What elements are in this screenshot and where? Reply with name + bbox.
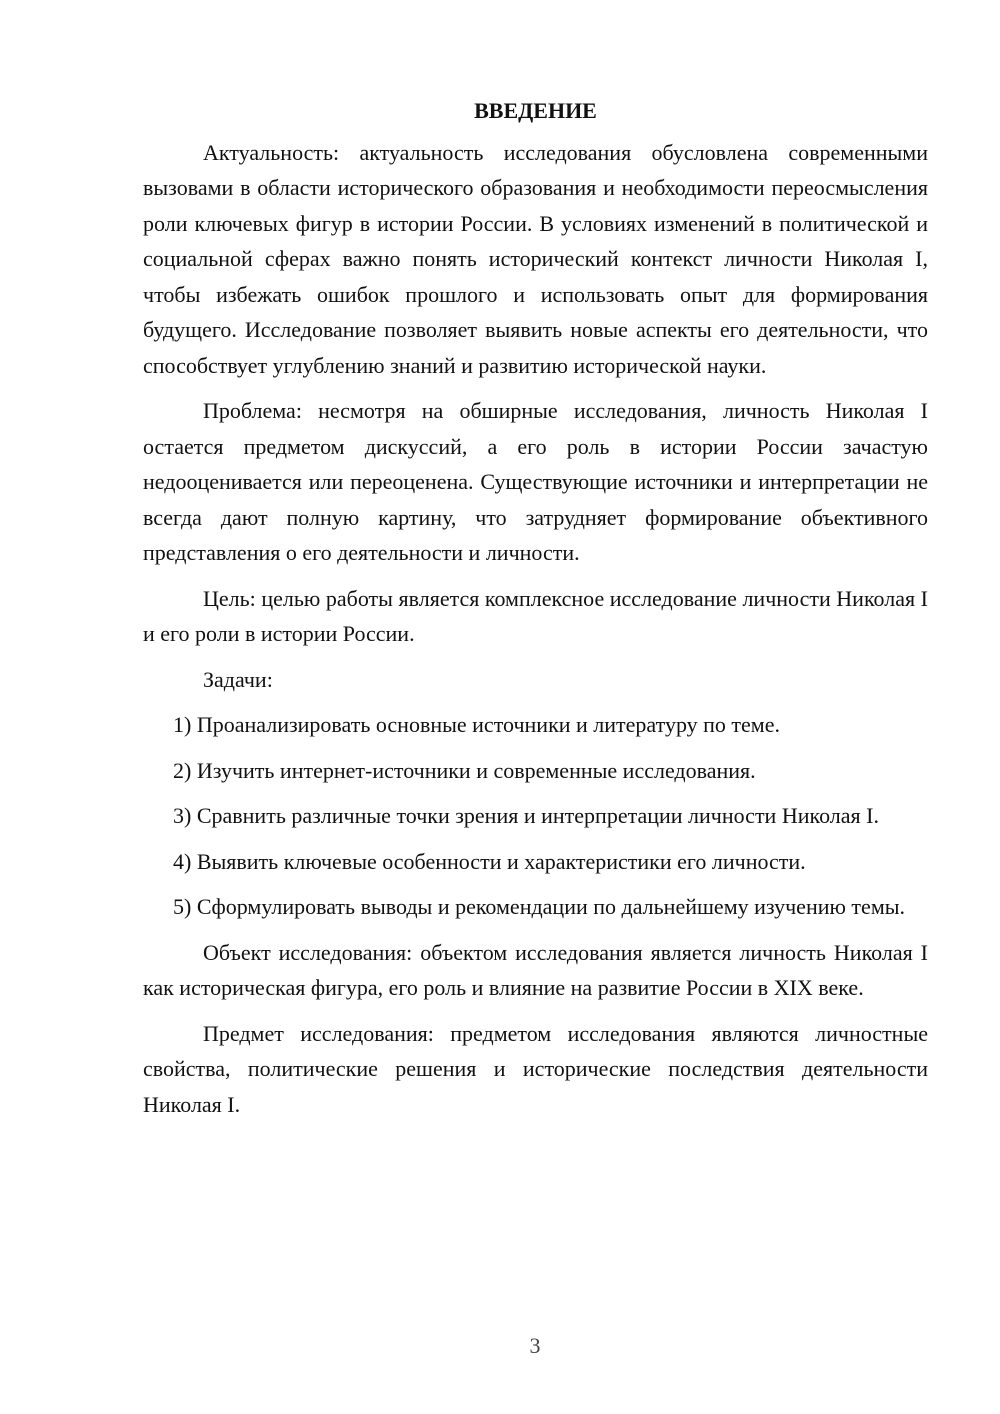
- paragraph-object: Объект исследования: объектом исследования является личность Николая I как историческая фигура, его роль и влияние на развитие России в XIX веке.: [143, 939, 928, 1000]
- page-title: ВВЕДЕНИЕ: [474, 98, 597, 123]
- task-item-5: 5) Сформулировать выводы и рекомендации по дальнейшему изучению темы.: [173, 894, 906, 919]
- task-item-3: 3) Сравнить различные точки зрения и интерпретации личности Николая I.: [173, 803, 879, 828]
- task-item-2: 2) Изучить интернет-источники и современные исследования.: [173, 757, 756, 783]
- task-item-1: 1) Проанализировать основные источники и литературу по теме.: [173, 712, 780, 737]
- paragraph-goal: Цель: целью работы является комплексное исследование личности Николая I и его роли в истории России.: [143, 585, 928, 646]
- paragraph-subject: Предмет исследования: предметом исследования являются личностные свойства, политические решения и исторические последствия деятельности Николая I.: [143, 1020, 928, 1117]
- paragraph-relevance: Актуальность: актуальность исследования обусловлена современными вызовами в области исторического образования и необходимости переосмысления роли ключевых фигур в истории России. В условиях изменений в политической и социальной сферах важно понять исторический контекст личности Николая I, чтобы избежать ошибок прошлого и использовать опыт для формирования будущего. Исследование позволяет выявить новые аспекты его деятельности, что способствует углублению знаний и развитию исторической науки.: [143, 139, 928, 378]
- paragraph-problem: Проблема: несмотря на обширные исследования, личность Николая I остается предметом дискуссий, а его роль в истории России зачастую недооценивается или переоценена. Существующие источники и интерпретации не всегда дают полную картину, что затрудняет формирование объективного представления о его деятельности и личности.: [143, 398, 928, 565]
- page-content: [143, 93, 928, 1132]
- page-number: 3: [529, 1333, 541, 1358]
- task-item-4: 4) Выявить ключевые особенности и характеристики его личности.: [173, 848, 806, 874]
- tasks-heading: Задачи:: [203, 666, 273, 692]
